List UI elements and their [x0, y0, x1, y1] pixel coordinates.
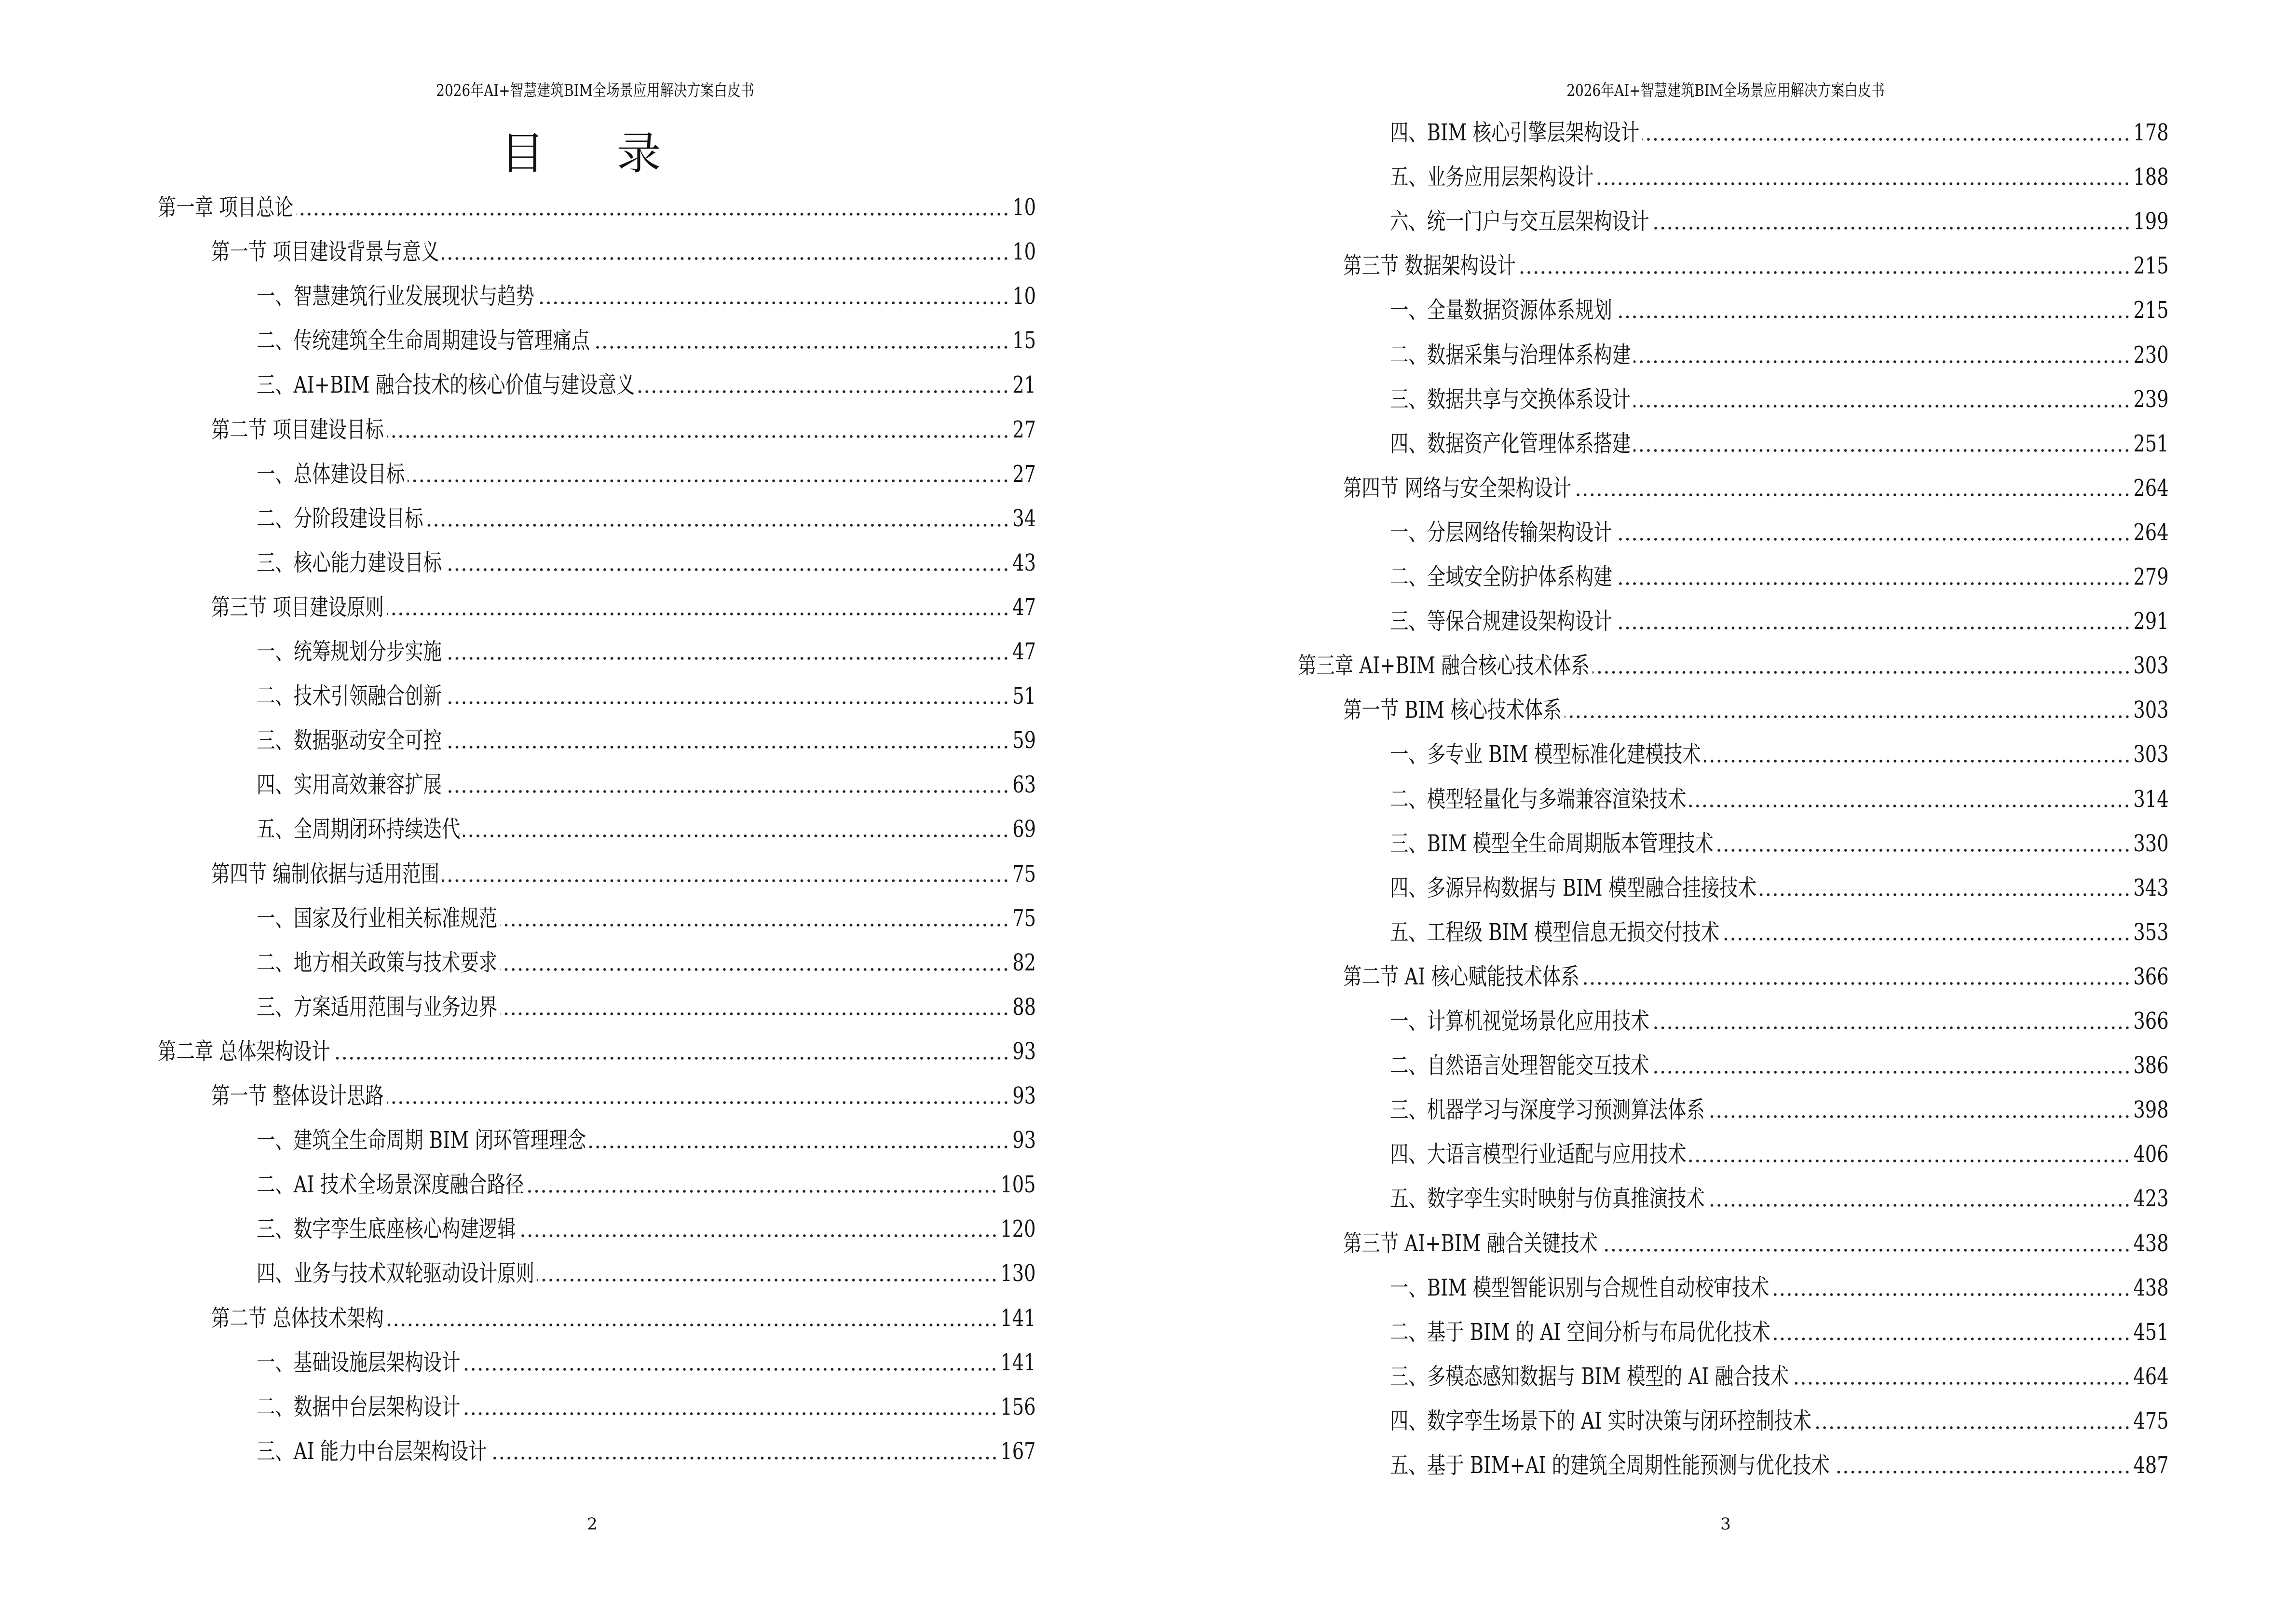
toc-entry-page-number: 251 — [2133, 430, 2169, 457]
toc-entry-page-number: 487 — [2133, 1452, 2169, 1479]
toc-entry-page-number: 75 — [1012, 860, 1036, 887]
toc-entry-title: 三、核心能力建设目标 — [257, 549, 442, 576]
toc-entry-title: 六、统一门户与交互层架构设计 — [1390, 208, 1649, 235]
toc-entry-level-2[interactable] — [211, 1304, 1036, 1333]
dot-leader — [1814, 1426, 2131, 1430]
toc-entry-level-3[interactable] — [257, 1437, 1036, 1466]
toc-entry-title: 三、多模态感知数据与 BIM 模型的 AI 融合技术 — [1390, 1363, 1789, 1390]
toc-entry-page-number: 10 — [1012, 194, 1036, 221]
toc-entry-level-3[interactable] — [257, 282, 1036, 311]
toc-entry-page-number: 230 — [2133, 341, 2169, 368]
dot-leader — [1519, 271, 2131, 274]
dot-leader — [1708, 1115, 2131, 1119]
toc-entry-title: 五、数字孪生实时映射与仿真推演技术 — [1390, 1185, 1705, 1213]
toc-entry-page-number: 47 — [1012, 593, 1036, 621]
dot-leader — [296, 212, 1009, 216]
toc-entry-title: 一、统筹规划分步实施 — [257, 638, 442, 665]
dot-leader — [500, 923, 1009, 927]
toc-entry-level-3[interactable] — [257, 326, 1036, 355]
dot-leader — [593, 345, 1009, 349]
toc-entry-level-3[interactable] — [257, 726, 1036, 755]
dot-leader — [1652, 1070, 2131, 1074]
dot-leader — [1596, 182, 2130, 186]
toc-entry-title: 第二节 项目建设目标 — [211, 416, 384, 443]
toc-entry-page-number: 475 — [2133, 1407, 2169, 1434]
toc-entry-title: 三、方案适用范围与业务边界 — [257, 993, 498, 1021]
toc-entry-level-3[interactable] — [1390, 1451, 2169, 1480]
toc-entry-level-3[interactable] — [257, 1126, 1036, 1155]
toc-entry-level-2[interactable] — [211, 860, 1036, 888]
toc-entry-level-2[interactable] — [211, 1081, 1036, 1110]
toc-entry-level-3[interactable] — [1390, 296, 2169, 325]
toc-entry-level-3[interactable] — [257, 637, 1036, 666]
toc-entry-title: 第三节 项目建设原则 — [211, 593, 384, 621]
toc-entry-page-number: 69 — [1012, 816, 1036, 843]
dot-leader — [1615, 315, 2131, 319]
toc-entry-level-3[interactable] — [1390, 1273, 2169, 1302]
toc-entry-page-number: 303 — [2133, 696, 2169, 724]
toc-entry-page-number: 75 — [1012, 904, 1036, 932]
toc-entry-title: 一、多专业 BIM 模型标准化建模技术 — [1390, 741, 1701, 768]
toc-entry-page-number: 21 — [1012, 371, 1036, 399]
toc-entry-level-3[interactable] — [1390, 118, 2169, 147]
toc-entry-page-number: 15 — [1012, 327, 1036, 355]
toc-entry-title: 五、基于 BIM+AI 的建筑全周期性能预测与优化技术 — [1390, 1452, 1830, 1479]
toc-entry-title: 一、基础设施层架构设计 — [257, 1349, 461, 1376]
toc-entry-title: 三、等保合规建设架构设计 — [1390, 608, 1612, 635]
dot-leader — [638, 390, 1009, 394]
dot-leader — [1642, 137, 2131, 141]
toc-entry-title: 第三节 数据架构设计 — [1343, 252, 1516, 280]
toc-entry-page-number: 141 — [1000, 1349, 1036, 1376]
toc-entry-level-3[interactable] — [257, 370, 1036, 399]
toc-entry-title: 第一节 项目建设背景与意义 — [211, 238, 440, 266]
toc-entry-level-3[interactable] — [257, 904, 1036, 933]
toc-entry-page-number: 330 — [2133, 830, 2169, 857]
toc-entry-title: 第一节 整体设计思路 — [211, 1082, 384, 1109]
toc-entry-level-3[interactable] — [1390, 1406, 2169, 1435]
dot-leader — [333, 1056, 1009, 1060]
toc-entry-page-number: 82 — [1012, 949, 1036, 976]
toc-entry-level-3[interactable] — [257, 770, 1036, 799]
toc-entry-page-number: 343 — [2133, 874, 2169, 901]
dot-leader — [1652, 226, 2131, 230]
dot-leader — [445, 745, 1009, 749]
toc-entry-page-number: 423 — [2133, 1185, 2169, 1213]
toc-entry-level-3[interactable] — [1390, 873, 2169, 902]
toc-entry-level-2[interactable] — [211, 415, 1036, 444]
dot-leader — [387, 612, 1009, 616]
page-number: 2 — [587, 1515, 598, 1534]
toc-entry-page-number: 438 — [2133, 1274, 2169, 1301]
dot-leader — [589, 1145, 1009, 1149]
toc-entry-page-number: 353 — [2133, 918, 2169, 946]
toc-entry-page-number: 386 — [2133, 1052, 2169, 1079]
toc-entry-level-1[interactable] — [158, 1037, 1036, 1066]
toc-entry-title: 二、数据采集与治理体系构建 — [1390, 341, 1631, 368]
dot-leader — [500, 968, 1009, 971]
toc-entry-title: 二、地方相关政策与技术要求 — [257, 949, 498, 976]
toc-entry-title: 四、实用高效兼容扩展 — [257, 771, 442, 799]
dot-leader — [442, 257, 1009, 260]
toc-entry-level-3[interactable] — [257, 1392, 1036, 1421]
toc-entry-level-3[interactable] — [1390, 1051, 2169, 1080]
toc-entry-level-3[interactable] — [257, 815, 1036, 844]
toc-entry-page-number: 120 — [1000, 1215, 1036, 1243]
toc-entry-title: 一、总体建设目标 — [257, 460, 405, 488]
toc-entry-page-number: 438 — [2133, 1229, 2169, 1257]
dot-leader — [1773, 1337, 2131, 1341]
toc-entry-title: 二、基于 BIM 的 AI 空间分析与布局优化技术 — [1390, 1318, 1770, 1346]
dot-leader — [1565, 715, 2131, 719]
toc-entry-page-number: 406 — [2133, 1141, 2169, 1168]
dot-leader — [442, 879, 1009, 883]
toc-entry-page-number: 105 — [1000, 1171, 1036, 1199]
toc-entry-page-number: 51 — [1012, 682, 1036, 710]
toc-entry-level-2[interactable] — [1343, 474, 2169, 503]
toc-entry-title: 四、大语言模型行业适配与应用技术 — [1390, 1141, 1687, 1168]
dot-leader — [527, 1189, 997, 1193]
dot-leader — [537, 301, 1009, 305]
toc-entry-level-3[interactable] — [1390, 1140, 2169, 1169]
toc-entry-page-number: 264 — [2133, 519, 2169, 546]
dot-leader — [445, 568, 1009, 572]
dot-leader — [1772, 1293, 2131, 1296]
toc-entry-title: 三、机器学习与深度学习预测算法体系 — [1390, 1096, 1705, 1124]
dot-leader — [500, 1012, 1009, 1016]
toc-entry-title: 三、数据驱动安全可控 — [257, 727, 442, 754]
dot-leader — [408, 479, 1009, 483]
right-page — [1144, 0, 2287, 1624]
toc-entry-level-3[interactable] — [257, 1259, 1036, 1288]
dot-leader — [445, 701, 1009, 705]
toc-entry-page-number: 239 — [2133, 385, 2169, 413]
toc-entry-page-number: 303 — [2133, 652, 2169, 680]
toc-entry-page-number: 199 — [2133, 208, 2169, 235]
toc-entry-level-3[interactable] — [1390, 1362, 2169, 1391]
toc-entry-page-number: 63 — [1012, 771, 1036, 799]
toc-entry-title: 第一章 项目总论 — [158, 194, 294, 221]
dot-leader — [426, 523, 1009, 527]
toc-entry-page-number: 141 — [1000, 1304, 1036, 1332]
toc-entry-title: 二、技术引领融合创新 — [257, 682, 442, 710]
toc-entry-page-number: 215 — [2133, 297, 2169, 324]
toc-entry-title: 第四节 网络与安全架构设计 — [1343, 474, 1572, 502]
toc-entry-level-2[interactable] — [211, 593, 1036, 622]
toc-entry-title: 第三节 AI+BIM 融合关键技术 — [1343, 1229, 1598, 1257]
toc-entry-level-3[interactable] — [1390, 207, 2169, 236]
dot-leader — [1689, 1159, 2130, 1163]
dot-leader — [1582, 982, 2131, 985]
dot-leader — [1634, 360, 2131, 364]
toc-entry-title: 一、国家及行业相关标准规范 — [257, 904, 498, 932]
toc-entry-level-3[interactable] — [1390, 829, 2169, 858]
toc-entry-level-3[interactable] — [1390, 1095, 2169, 1124]
toc-entry-title: 二、传统建筑全生命周期建设与管理痛点 — [257, 327, 590, 355]
toc-entry-level-3[interactable] — [257, 548, 1036, 577]
toc-entry-title: 一、分层网络传输架构设计 — [1390, 519, 1612, 546]
toc-entry-page-number: 291 — [2133, 608, 2169, 635]
toc-entry-level-3[interactable] — [1390, 1184, 2169, 1213]
toc-entry-page-number: 451 — [2133, 1318, 2169, 1346]
running-header: 2026年AI+智慧建筑BIM全场景应用解决方案白皮书 — [436, 81, 754, 100]
toc-entry-page-number: 10 — [1012, 238, 1036, 266]
toc-entry-level-3[interactable] — [1390, 163, 2169, 191]
dot-leader — [1759, 893, 2131, 897]
toc-entry-title: 五、全周期闭环持续迭代 — [257, 816, 461, 843]
toc-entry-title: 二、数据中台层架构设计 — [257, 1393, 461, 1420]
toc-entry-page-number: 178 — [2133, 119, 2169, 146]
toc-entry-title: 三、BIM 模型全生命周期版本管理技术 — [1390, 830, 1714, 857]
toc-entry-level-1[interactable] — [158, 193, 1036, 222]
toc-entry-title: 第二节 总体技术架构 — [211, 1304, 384, 1332]
toc-entry-title: 三、数据共享与交换体系设计 — [1390, 385, 1631, 413]
toc-entry-title: 四、数据资产化管理体系搭建 — [1390, 430, 1631, 457]
dot-leader — [463, 1412, 997, 1416]
toc-entry-level-3[interactable] — [1390, 429, 2169, 458]
toc-entry-page-number: 88 — [1012, 993, 1036, 1021]
toc-entry-title: 二、自然语言处理智能交互技术 — [1390, 1052, 1649, 1079]
toc-entry-level-3[interactable] — [257, 993, 1036, 1022]
toc-entry-page-number: 264 — [2133, 474, 2169, 502]
toc-entry-level-1[interactable] — [1298, 651, 2169, 680]
toc-entry-page-number: 27 — [1012, 460, 1036, 488]
toc-entry-level-3[interactable] — [1390, 1007, 2169, 1036]
dot-leader — [1708, 1203, 2131, 1207]
dot-leader — [387, 435, 1009, 438]
dot-leader — [1722, 937, 2131, 941]
toc-entry-page-number: 314 — [2133, 785, 2169, 813]
toc-entry-level-3[interactable] — [1390, 518, 2169, 547]
toc-entry-title: 三、数字孪生底座核心构建逻辑 — [257, 1215, 516, 1243]
toc-entry-page-number: 43 — [1012, 549, 1036, 576]
toc-entry-level-3[interactable] — [1390, 1318, 2169, 1347]
toc-entry-title: 第一节 BIM 核心技术体系 — [1343, 696, 1562, 724]
toc-entry-level-3[interactable] — [257, 460, 1036, 489]
toc-entry-page-number: 188 — [2133, 164, 2169, 191]
toc-entry-title: 一、智慧建筑行业发展现状与趋势 — [257, 283, 535, 310]
dot-leader — [463, 834, 1009, 838]
toc-entry-level-3[interactable] — [257, 948, 1036, 977]
toc-entry-title: 二、全域安全防护体系构建 — [1390, 563, 1612, 590]
dot-leader — [1634, 404, 2131, 408]
dot-leader — [445, 656, 1009, 660]
toc-entry-title: 一、BIM 模型智能识别与合规性自动校审技术 — [1390, 1274, 1770, 1301]
toc-entry-level-3[interactable] — [1390, 341, 2169, 369]
toc-entry-level-3[interactable] — [1390, 740, 2169, 769]
dot-leader — [1652, 1026, 2131, 1030]
page-number: 3 — [1720, 1515, 1731, 1534]
dot-leader — [537, 1278, 998, 1282]
dot-leader — [463, 1367, 997, 1371]
toc-entry-level-3[interactable] — [257, 1215, 1036, 1243]
toc-entry-title: 五、业务应用层架构设计 — [1390, 164, 1594, 191]
dot-leader — [1615, 626, 2131, 630]
toc-entry-title: 一、建筑全生命周期 BIM 闭环管理理念 — [257, 1127, 586, 1154]
toc-entry-page-number: 215 — [2133, 252, 2169, 280]
toc-entry-level-3[interactable] — [257, 682, 1036, 710]
toc-entry-page-number: 47 — [1012, 638, 1036, 665]
toc-entry-title: 第二章 总体架构设计 — [158, 1037, 330, 1065]
toc-entry-page-number: 59 — [1012, 727, 1036, 754]
toc-entry-page-number: 93 — [1012, 1037, 1036, 1065]
toc-entry-level-3[interactable] — [257, 1348, 1036, 1377]
toc-entry-level-3[interactable] — [1390, 785, 2169, 814]
dot-leader — [519, 1234, 998, 1238]
toc-entry-level-2[interactable] — [1343, 1229, 2169, 1258]
running-header: 2026年AI+智慧建筑BIM全场景应用解决方案白皮书 — [1566, 81, 1885, 100]
toc-entry-level-3[interactable] — [1390, 385, 2169, 414]
toc-entry-page-number: 34 — [1012, 505, 1036, 532]
toc-entry-level-3[interactable] — [257, 504, 1036, 533]
toc-entry-page-number: 156 — [1000, 1393, 1036, 1420]
dot-leader — [1634, 449, 2131, 452]
toc-entry-page-number: 366 — [2133, 1008, 2169, 1035]
toc-entry-level-2[interactable] — [1343, 962, 2169, 991]
dot-leader — [490, 1456, 998, 1460]
toc-entry-title: 第四节 编制依据与适用范围 — [211, 860, 440, 887]
dot-leader — [1615, 582, 2131, 586]
toc-entry-title: 二、模型轻量化与多端兼容渲染技术 — [1390, 785, 1687, 813]
dot-leader — [1689, 804, 2130, 808]
toc-entry-page-number: 398 — [2133, 1096, 2169, 1124]
toc-entry-page-number: 303 — [2133, 741, 2169, 768]
dot-leader — [1716, 848, 2131, 852]
toc-entry-level-2[interactable] — [1343, 251, 2169, 280]
toc-entry-title: 一、全量数据资源体系规划 — [1390, 297, 1612, 324]
toc-entry-page-number: 279 — [2133, 563, 2169, 590]
toc-entry-page-number: 93 — [1012, 1127, 1036, 1154]
toc-entry-title: 二、分阶段建设目标 — [257, 505, 423, 532]
dot-leader — [1574, 493, 2131, 497]
toc-entry-title: 四、多源异构数据与 BIM 模型融合挂接技术 — [1390, 874, 1756, 901]
toc-entry-title: 四、业务与技术双轮驱动设计原则 — [257, 1260, 535, 1287]
toc-entry-title: 五、工程级 BIM 模型信息无损交付技术 — [1390, 918, 1720, 946]
dot-leader — [1704, 759, 2131, 763]
dot-leader — [445, 790, 1009, 793]
toc-entry-title: 二、AI 技术全场景深度融合路径 — [257, 1171, 524, 1199]
toc-entry-level-2[interactable] — [1343, 696, 2169, 724]
dot-leader — [1615, 537, 2131, 541]
toc-entry-level-3[interactable] — [1390, 918, 2169, 947]
toc-entry-title: 第二节 AI 核心赋能技术体系 — [1343, 963, 1579, 990]
toc-entry-level-3[interactable] — [257, 1170, 1036, 1199]
dot-leader — [387, 1323, 998, 1327]
toc-entry-page-number: 27 — [1012, 416, 1036, 443]
toc-entry-title: 四、BIM 核心引擎层架构设计 — [1390, 119, 1640, 146]
toc-entry-title: 一、计算机视觉场景化应用技术 — [1390, 1008, 1649, 1035]
toc-entry-level-3[interactable] — [1390, 607, 2169, 636]
toc-entry-page-number: 93 — [1012, 1082, 1036, 1109]
dot-leader — [1833, 1470, 2131, 1474]
toc-entry-title: 三、AI+BIM 融合技术的核心价值与建设意义 — [257, 371, 635, 399]
dot-leader — [1593, 670, 2131, 674]
toc-entry-page-number: 464 — [2133, 1363, 2169, 1390]
toc-entry-page-number: 10 — [1012, 283, 1036, 310]
toc-entry-page-number: 366 — [2133, 963, 2169, 990]
toc-entry-level-2[interactable] — [211, 237, 1036, 266]
toc-title: 目 录 — [500, 128, 690, 179]
dot-leader — [387, 1101, 1009, 1105]
toc-entry-title: 第三章 AI+BIM 融合核心技术体系 — [1298, 652, 1590, 680]
toc-entry-page-number: 167 — [1000, 1437, 1036, 1465]
dot-leader — [1792, 1381, 2131, 1385]
toc-entry-title: 三、AI 能力中台层架构设计 — [257, 1437, 487, 1465]
toc-entry-level-3[interactable] — [1390, 562, 2169, 591]
dot-leader — [1601, 1248, 2131, 1252]
toc-entry-title: 四、数字孪生场景下的 AI 实时决策与闭环控制技术 — [1390, 1407, 1811, 1434]
toc-entry-page-number: 130 — [1000, 1260, 1036, 1287]
